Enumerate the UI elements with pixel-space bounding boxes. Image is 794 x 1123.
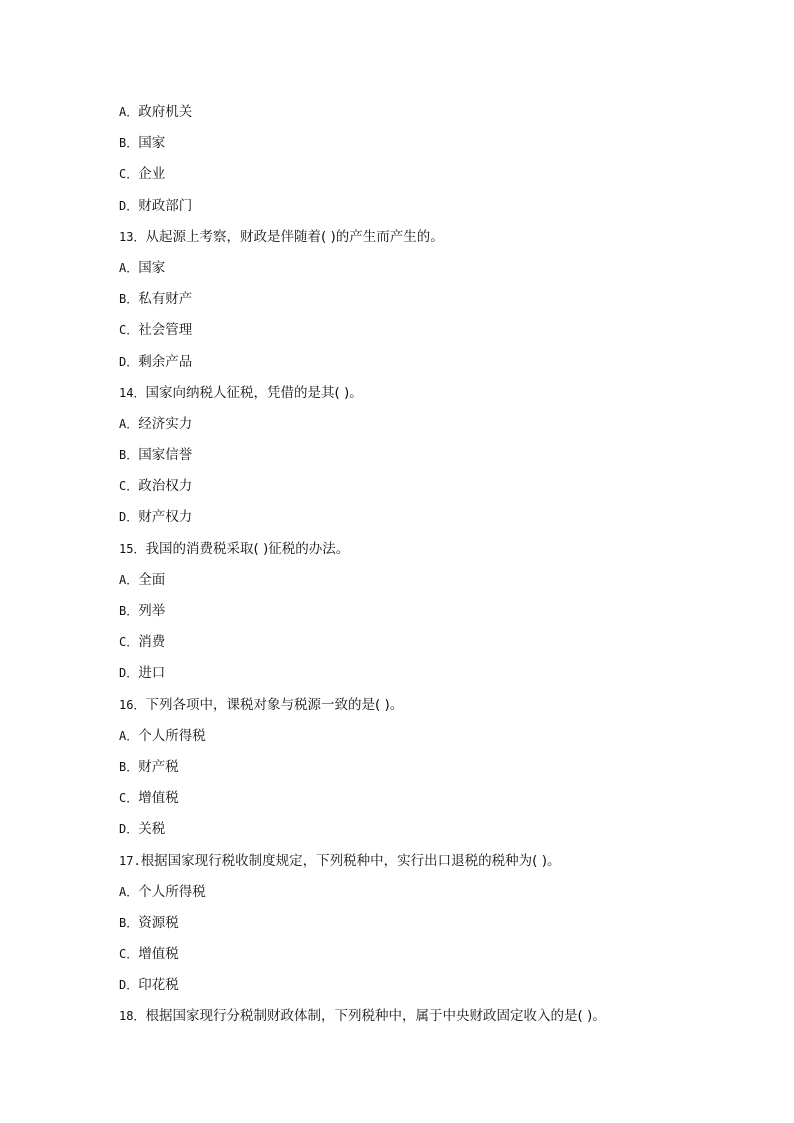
option-line xyxy=(119,288,739,319)
option-text: 企业 xyxy=(138,166,166,183)
option-text: 政治权力 xyxy=(138,478,193,495)
option-line xyxy=(119,101,739,132)
option-letter: D． xyxy=(119,666,139,681)
option-letter: A． xyxy=(119,416,139,431)
option-line xyxy=(119,662,739,693)
question-number: 15． xyxy=(119,541,146,556)
option-line xyxy=(119,195,739,226)
option-text: 财产税 xyxy=(138,758,179,775)
option-line xyxy=(119,413,739,444)
option-line xyxy=(119,257,739,288)
question-number: 13． xyxy=(119,229,146,244)
option-letter: C． xyxy=(119,791,139,806)
option-letter: D． xyxy=(119,198,139,213)
option-letter: B． xyxy=(119,136,139,151)
option-line xyxy=(119,163,739,194)
option-letter: D． xyxy=(119,510,139,525)
option-letter: B． xyxy=(119,292,139,307)
question-line xyxy=(119,382,739,413)
option-text: 财政部门 xyxy=(138,197,193,214)
option-line xyxy=(119,351,739,382)
option-letter: A． xyxy=(119,260,139,275)
option-line xyxy=(119,725,739,756)
option-letter: B． xyxy=(119,915,139,930)
option-text: 进口 xyxy=(138,665,166,682)
option-letter: D． xyxy=(119,822,139,837)
option-text: 个人所得税 xyxy=(138,883,206,900)
option-letter: A． xyxy=(119,105,139,119)
option-text: 国家 xyxy=(138,135,166,152)
option-letter: C． xyxy=(119,323,139,338)
option-text: 消费 xyxy=(138,634,166,651)
question-list xyxy=(119,101,739,1037)
option-letter: C． xyxy=(119,947,139,962)
question-text: 我国的消费税采取( )征税的办法。 xyxy=(145,540,350,557)
question-text: 根据国家现行税收制度规定，下列税种中，实行出口退税的税种为( )。 xyxy=(140,852,561,869)
option-text: 列举 xyxy=(138,603,166,619)
question-number: 18． xyxy=(119,1009,146,1024)
option-text: 关税 xyxy=(138,821,166,838)
question-text: 根据国家现行分税制财政体制，下列税种中，属于中央财政固定收入的是( )。 xyxy=(145,1008,606,1025)
option-text: 印花税 xyxy=(138,977,179,994)
option-text: 剩余产品 xyxy=(138,353,193,370)
question-number: 16． xyxy=(119,697,146,712)
question-text: 从起源上考察，财政是伴随着( )的产生而产生的。 xyxy=(145,228,444,245)
option-line xyxy=(119,912,739,943)
option-line xyxy=(119,132,739,163)
option-text: 社会管理 xyxy=(138,322,193,339)
question-text: 国家向纳税人征税，凭借的是其( )。 xyxy=(145,384,363,401)
option-line xyxy=(119,974,739,1005)
option-letter: A． xyxy=(119,728,139,743)
option-text: 政府机关 xyxy=(138,104,193,120)
option-letter: B． xyxy=(119,604,139,618)
option-line xyxy=(119,444,739,475)
option-line xyxy=(119,506,739,537)
option-text: 全面 xyxy=(138,571,166,588)
question-number: 17. xyxy=(119,853,141,868)
option-text: 增值税 xyxy=(138,946,179,963)
option-line xyxy=(119,631,739,662)
option-letter: B． xyxy=(119,448,139,463)
option-line xyxy=(119,787,739,818)
question-number: 14． xyxy=(119,385,146,400)
question-text: 下列各项中，课税对象与税源一致的是( )。 xyxy=(145,696,404,713)
question-line xyxy=(119,226,739,257)
option-letter: C． xyxy=(119,167,139,182)
option-text: 国家 xyxy=(138,259,166,276)
question-line xyxy=(119,1005,739,1036)
option-line xyxy=(119,319,739,350)
option-letter: B． xyxy=(119,759,139,774)
option-text: 资源税 xyxy=(138,914,179,931)
option-line xyxy=(119,881,739,912)
question-line xyxy=(119,850,739,881)
option-text: 私有财产 xyxy=(138,291,193,308)
option-line xyxy=(119,818,739,849)
option-line xyxy=(119,943,739,974)
option-letter: A． xyxy=(119,884,139,899)
option-line xyxy=(119,756,739,787)
option-line xyxy=(119,600,739,631)
option-text: 经济实力 xyxy=(138,415,193,432)
option-line xyxy=(119,569,739,600)
question-line xyxy=(119,538,739,569)
option-letter: D． xyxy=(119,354,139,369)
option-text: 国家信誉 xyxy=(138,447,193,464)
question-line xyxy=(119,694,739,725)
option-text: 财产权力 xyxy=(138,509,193,526)
option-letter: A． xyxy=(119,572,139,587)
option-text: 个人所得税 xyxy=(138,727,206,744)
option-line xyxy=(119,475,739,506)
option-letter: D． xyxy=(119,978,139,993)
option-text: 增值税 xyxy=(138,790,179,807)
option-letter: C． xyxy=(119,635,139,650)
option-letter: C． xyxy=(119,479,139,494)
